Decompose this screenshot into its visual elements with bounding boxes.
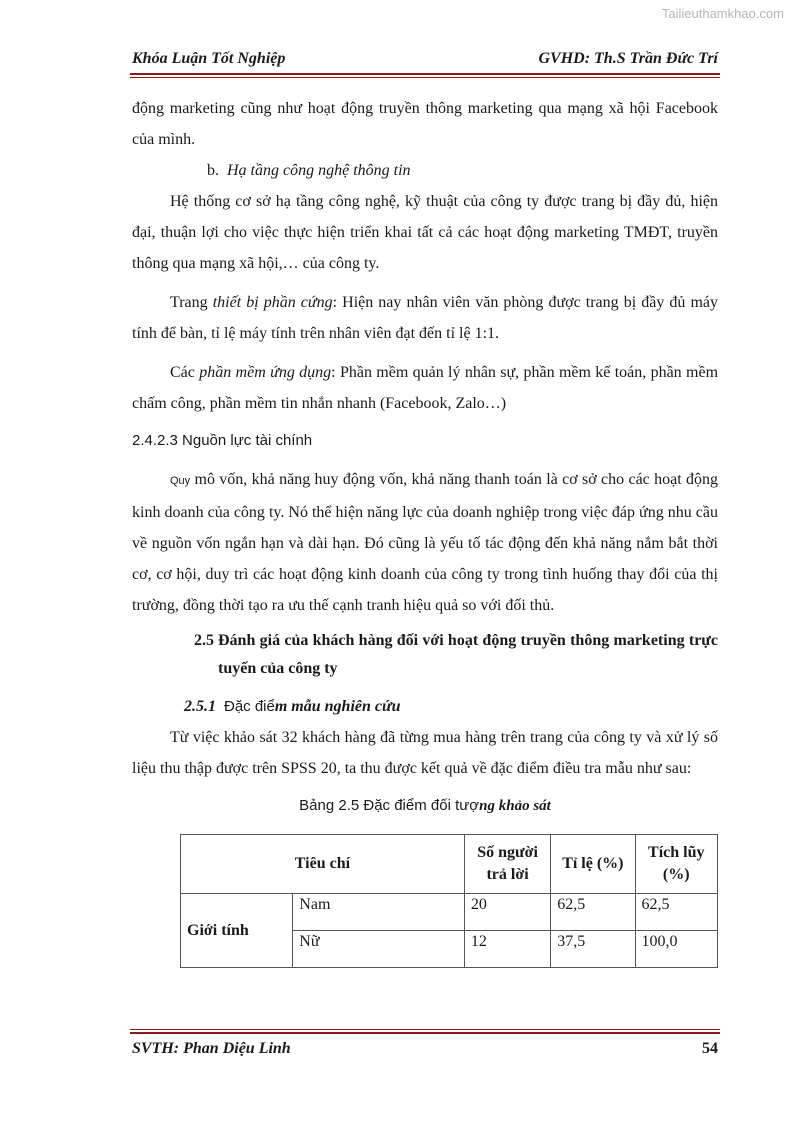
subheading-label: b.	[207, 162, 219, 179]
hardware-prefix: Trang	[170, 294, 213, 311]
footer-rule-thick	[130, 1032, 720, 1034]
header-ratio: Tỉ lệ (%)	[551, 835, 635, 894]
paragraph-hardware	[132, 287, 718, 349]
table-cell: 62,5	[551, 894, 635, 931]
software-prefix: Các	[170, 364, 200, 381]
financial-text: mô vốn, khả năng huy động vốn, khả năng thanh toán là cơ sở cho các hoạt động kinh doanh của công ty. Nó thể hiện năng lực của doanh nghiệp trong việc đáp ứng nhu cầu về nguồn vốn ngắn hạn và dài hạn. Đó cũng là yếu tố tác động đến khả năng nắm bắt thời cơ, cơ hội, duy trì các hoạt động kinh doanh của công ty trong tình huống thay đổi của thị trường, đồng thời tạo ra ưu thế cạnh tranh hiệu quả so với đối thủ.	[132, 471, 718, 614]
paragraph-infrastructure: Hệ thống cơ sở hạ tầng công nghệ, kỹ thuật của công ty được trang bị đầy đủ, hiện đại, thuận lợi cho việc thực hiện triển khai tất cả các hoạt động marketing TMĐT, truyền thông qua mạng xã hội,… của công ty.	[132, 193, 718, 272]
hardware-term: thiết bị phần cứng	[212, 294, 333, 311]
header-cumulative: Tích lũy (%)	[635, 835, 717, 894]
paragraph-survey: Từ việc khảo sát 32 khách hàng đã từng mua hàng trên trang của công ty và xử lý số liệu thu thập được trên SPSS 20, ta thu được kết quả về đặc điểm điều tra mẫu như sau:	[132, 729, 718, 777]
heading-financial-resources: 2.4.2.3 Nguồn lực tài chính	[132, 432, 313, 449]
subsection-number: 2.5.1	[184, 698, 216, 715]
section-number: 2.5	[194, 632, 214, 649]
footer-student: SVTH: Phan Diệu Linh	[132, 1040, 291, 1057]
header-thesis-title: Khóa Luận Tốt Nghiệp	[132, 50, 286, 67]
paragraph-financial	[132, 464, 718, 621]
table-cell: Nữ	[293, 931, 465, 968]
header-supervisor: GVHD: Th.S Trần Đức Trí	[538, 50, 718, 67]
software-term: phần mềm ứng dụng	[199, 364, 332, 381]
table-row	[181, 894, 718, 931]
header-rule-thick	[130, 73, 720, 75]
caption-part1: Bảng 2.5 Đặc điểm đối tượ	[299, 797, 480, 814]
subsection-title-part2: m mẫu nghiên cứu	[274, 698, 401, 715]
group-gender: Giới tính	[181, 894, 293, 968]
caption-part2: ng khảo sát	[479, 798, 551, 814]
table-header-row	[181, 835, 718, 894]
header-rule-thin	[130, 77, 720, 78]
page-number: 54	[702, 1040, 718, 1057]
subsection-title-part1: Đặc điể	[224, 698, 275, 715]
table-cell: 62,5	[635, 894, 717, 931]
watermark: Tailieuthamkhao.com	[661, 6, 784, 21]
paragraph-software	[132, 357, 718, 419]
table-caption	[132, 790, 718, 822]
header-criteria: Tiêu chí	[181, 835, 465, 894]
section-title: Đánh giá của khách hàng đối với hoạt động truyền thông marketing trực tuyến của công ty	[218, 632, 718, 677]
page-footer	[132, 1040, 718, 1058]
financial-first-word: Quy	[170, 475, 191, 487]
page-header	[132, 50, 718, 68]
subheading-title: Hạ tầng công nghệ thông tin	[227, 162, 411, 179]
table-cell: 100,0	[635, 931, 717, 968]
footer-rule-thin	[130, 1029, 720, 1030]
subheading-infrastructure	[132, 155, 718, 186]
software-text: : Phần mềm quản lý nhân sự, phần mềm kế toán, phần mềm chấm công, phần mềm tin nhắn nhanh (Facebook, Zalo…)	[132, 364, 719, 412]
table-cell: Nam	[293, 894, 465, 931]
section-heading-2-5	[132, 627, 718, 683]
table-cell: 20	[464, 894, 550, 931]
table-cell: 37,5	[551, 931, 635, 968]
hardware-text: : Hiện nay nhân viên văn phòng được trang bị đầy đủ máy tính để bàn, tỉ lệ máy tính trên nhân viên đạt đến tỉ lệ 1:1.	[132, 294, 718, 342]
section-heading-2-5-1	[132, 691, 718, 722]
page-content	[132, 93, 718, 968]
table-cell: 12	[464, 931, 550, 968]
survey-table	[180, 834, 718, 968]
header-respondents: Số người trả lời	[464, 835, 550, 894]
paragraph-continuation: động marketing cũng như hoạt động truyền thông marketing qua mạng xã hội Facebook của mình.	[132, 100, 718, 148]
